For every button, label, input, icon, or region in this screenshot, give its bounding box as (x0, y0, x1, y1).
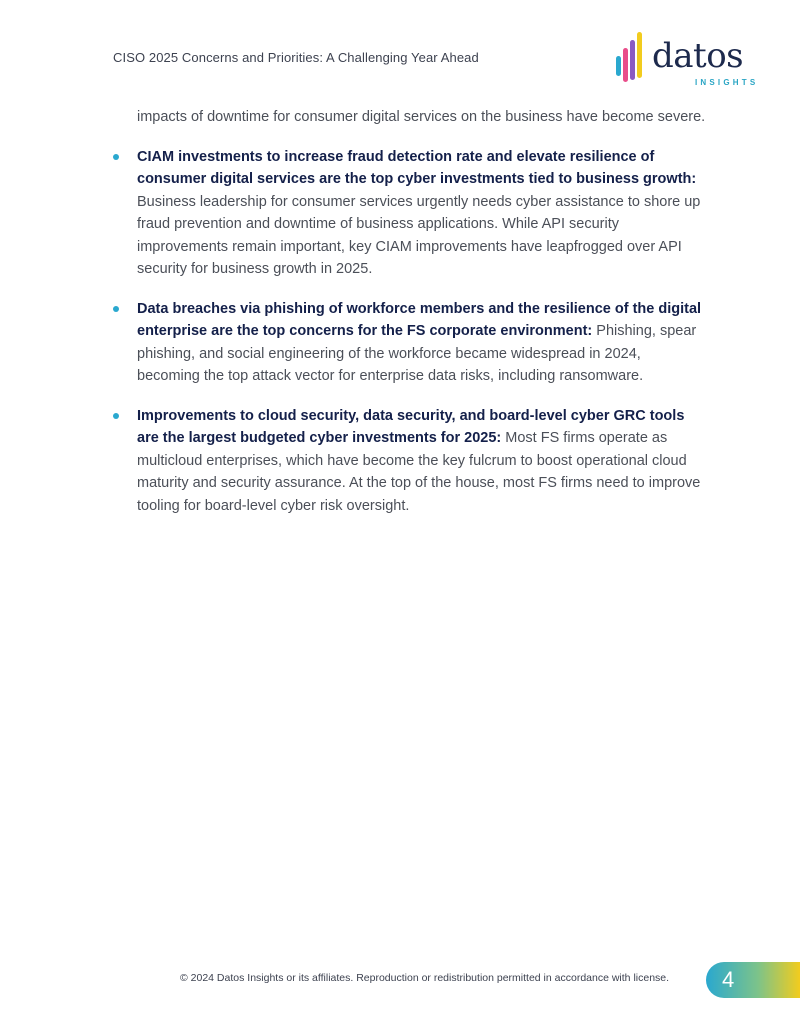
body-content (137, 106, 707, 534)
datos-insights-logo (614, 30, 759, 90)
bullet-lead: Data breaches via phishing of workforce members and the resilience of the digital enterprise are the top concerns for the FS corporate environment: (137, 300, 702, 339)
page-number: 4 (722, 967, 735, 992)
bullet-dot-icon (113, 306, 119, 312)
intro-paragraph: impacts of downtime for consumer digital services on the business have become severe. (137, 109, 706, 125)
bullet-dot-icon (113, 413, 119, 419)
bullet-text: Business leadership for consumer services urgently needs cyber assistance to shore up fraud prevention and downtime of business applications. While API security improvements remain important, key CIAM improvements have leapfrogged over API security for business growth in 2025. (137, 193, 701, 277)
bullet-text: Most FS firms operate as multicloud enterprises, which have become the key fulcrum to boost operational cloud maturity and security assurance. At the top of the house, most FS firms need to improve tooling for board-level cyber risk oversight. (137, 430, 701, 514)
bullet-lead: Improvements to cloud security, data security, and board-level cyber GRC tools are the largest budgeted cyber investments for 2025: (137, 407, 685, 446)
logo-wordmark: datos (652, 36, 744, 76)
bullet-item-phishing (137, 298, 707, 388)
logo-subtitle: INSIGHTS (695, 78, 759, 87)
document-header-title: CISO 2025 Concerns and Priorities: A Challenging Year Ahead (113, 50, 479, 65)
bullet-lead: CIAM investments to increase fraud detection rate and elevate resilience of consumer digital services are the top cyber investments tied to business growth: (137, 148, 697, 187)
footer-copyright: © 2024 Datos Insights or its affiliates. Reproduction or redistribution permitted in accordance with license. (180, 972, 670, 984)
logo-bars-icon (614, 30, 646, 86)
bullet-dot-icon (113, 154, 119, 160)
page-number-tab (706, 962, 800, 998)
bullet-text: Phishing, spear phishing, and social engineering of the workforce became widespread in 2024, becoming the top attack vector for enterprise data risks, including ransomware. (137, 323, 697, 384)
bullet-item-cloud-security (137, 405, 707, 518)
bullet-item-ciam (137, 146, 707, 281)
